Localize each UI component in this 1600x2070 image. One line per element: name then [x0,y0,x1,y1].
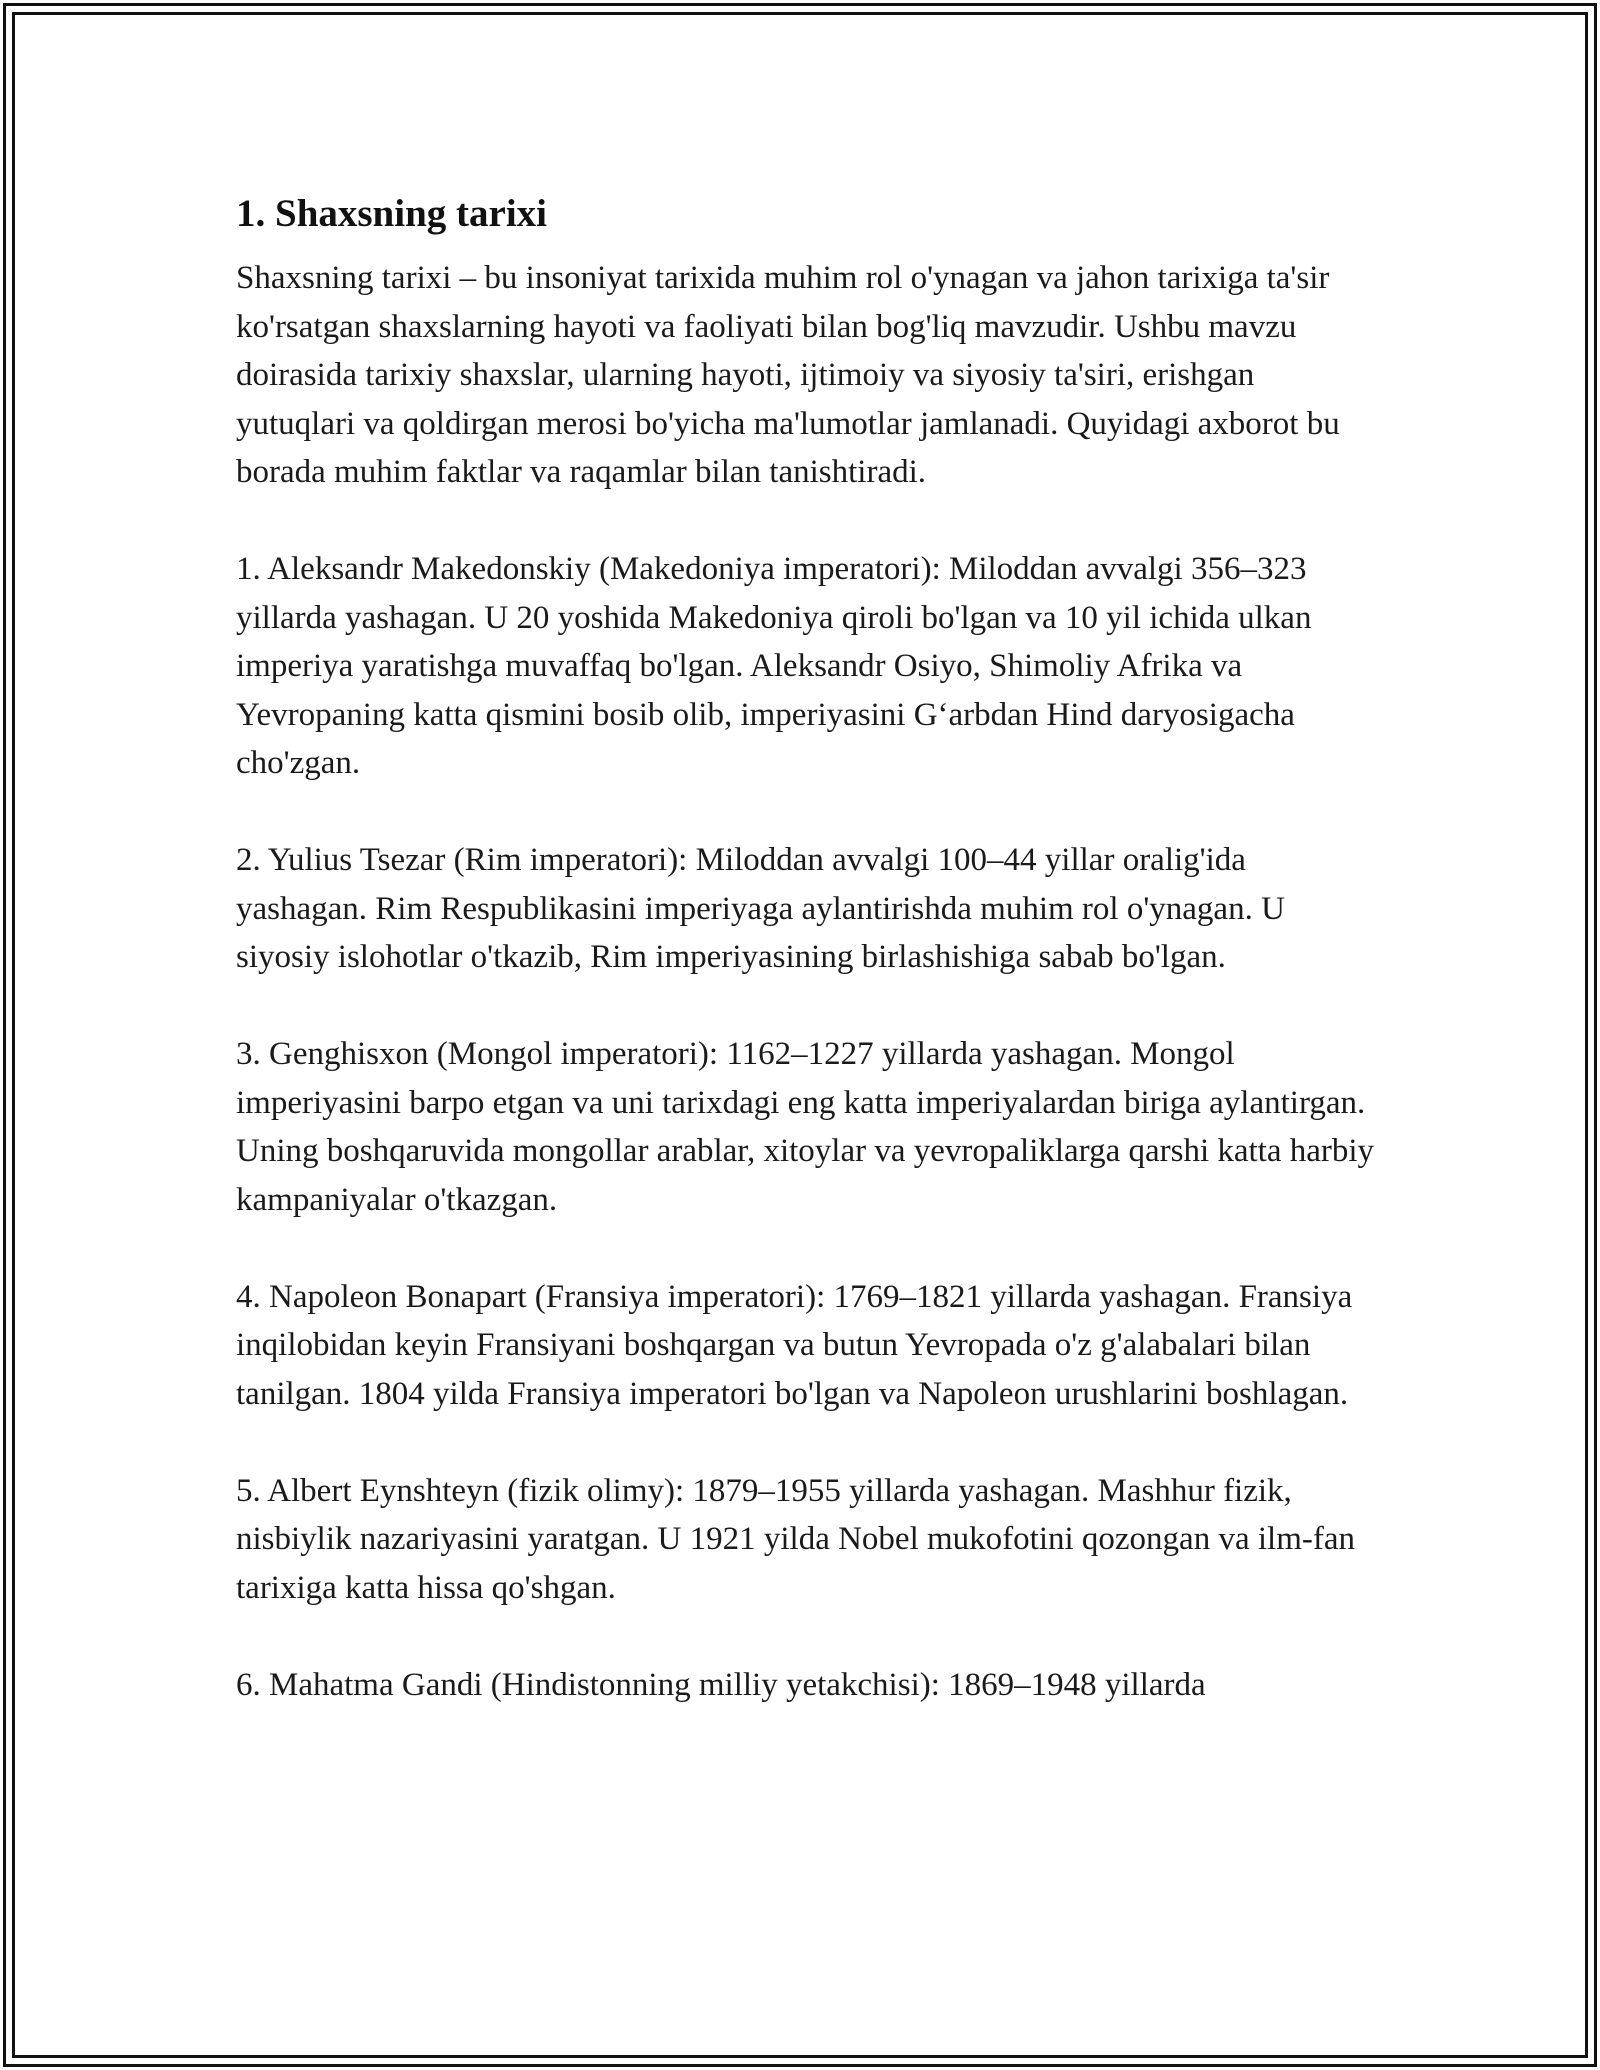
section-title: 1. Shaxsning tarixi [236,192,547,235]
document-body [236,185,1381,1709]
list-item-eynshteyn: 5. Albert Eynshteyn (fizik olimy): 1879–1955 yillarda yashagan. Mashhur fizik, nisbiylik nazariyasini yaratgan. U 1921 yilda Nobel mukofotini qozongan va ilm-fan tarixiga katta hissa qo'shgan. [236,1472,1355,1606]
list-item-makedonskiy: 1. Aleksandr Makedonskiy (Makedoniya imperatori): Miloddan avvalgi 356–323 yillarda yashagan. U 20 yoshida Makedoniya qiroli bo'lgan va 10 yil ichida ulkan imperiya yaratishga muvaffaq bo'lgan. Aleksandr Osiyo, Shimoliy Afrika va Yevropaning katta qismini bosib olib, imperiyasini G‘arbdan Hind daryosigacha cho'zgan. [236,551,1312,781]
list-item-genghisxon: 3. Genghisxon (Mongol imperatori): 1162–1227 yillarda yashagan. Mongol imperiyasini barpo etgan va uni tarixdagi eng katta imperiyalardan biriga aylantirgan. Uning boshqaruvida mongollar arablar, xitoylar va yevropaliklarga qarshi katta harbiy kampaniyalar o'tkazgan. [236,1036,1375,1218]
list-item-tsezar: 2. Yulius Tsezar (Rim imperatori): Miloddan avvalgi 100–44 yillar oralig'ida yashagan. Rim Respublikasini imperiyaga aylantirishda muhim rol o'ynagan. U siyosiy islohotlar o'tkazib, Rim imperiyasining birlashishiga sabab bo'lgan. [236,842,1285,975]
intro-paragraph: Shaxsning tarixi – bu insoniyat tarixida muhim rol o'ynagan va jahon tarixiga ta'sir ko'rsatgan shaxslarning hayoti va faoliyati bilan bog'liq mavzudir. Ushbu mavzu doirasida tarixiy shaxslar, ularning hayoti, ijtimoiy va siyosiy ta'siri, erishgan yutuqlari va qoldirgan merosi bo'yicha ma'lumotlar jamlanadi. Quyidagi axborot bu borada muhim faktlar va raqamlar bilan tanishtiradi. [236,260,1340,490]
list-item-napoleon: 4. Napoleon Bonapart (Fransiya imperatori): 1769–1821 yillarda yashagan. Fransiya inqilobidan keyin Fransiyani boshqargan va butun Yevropada o'z g'alabalari bilan tanilgan. 1804 yilda Fransiya imperatori bo'lgan va Napoleon urushlarini boshlagan. [236,1278,1353,1412]
list-item-gandi: 6. Mahatma Gandi (Hindistonning milliy yetakchisi): 1869–1948 yillarda [236,1666,1206,1703]
